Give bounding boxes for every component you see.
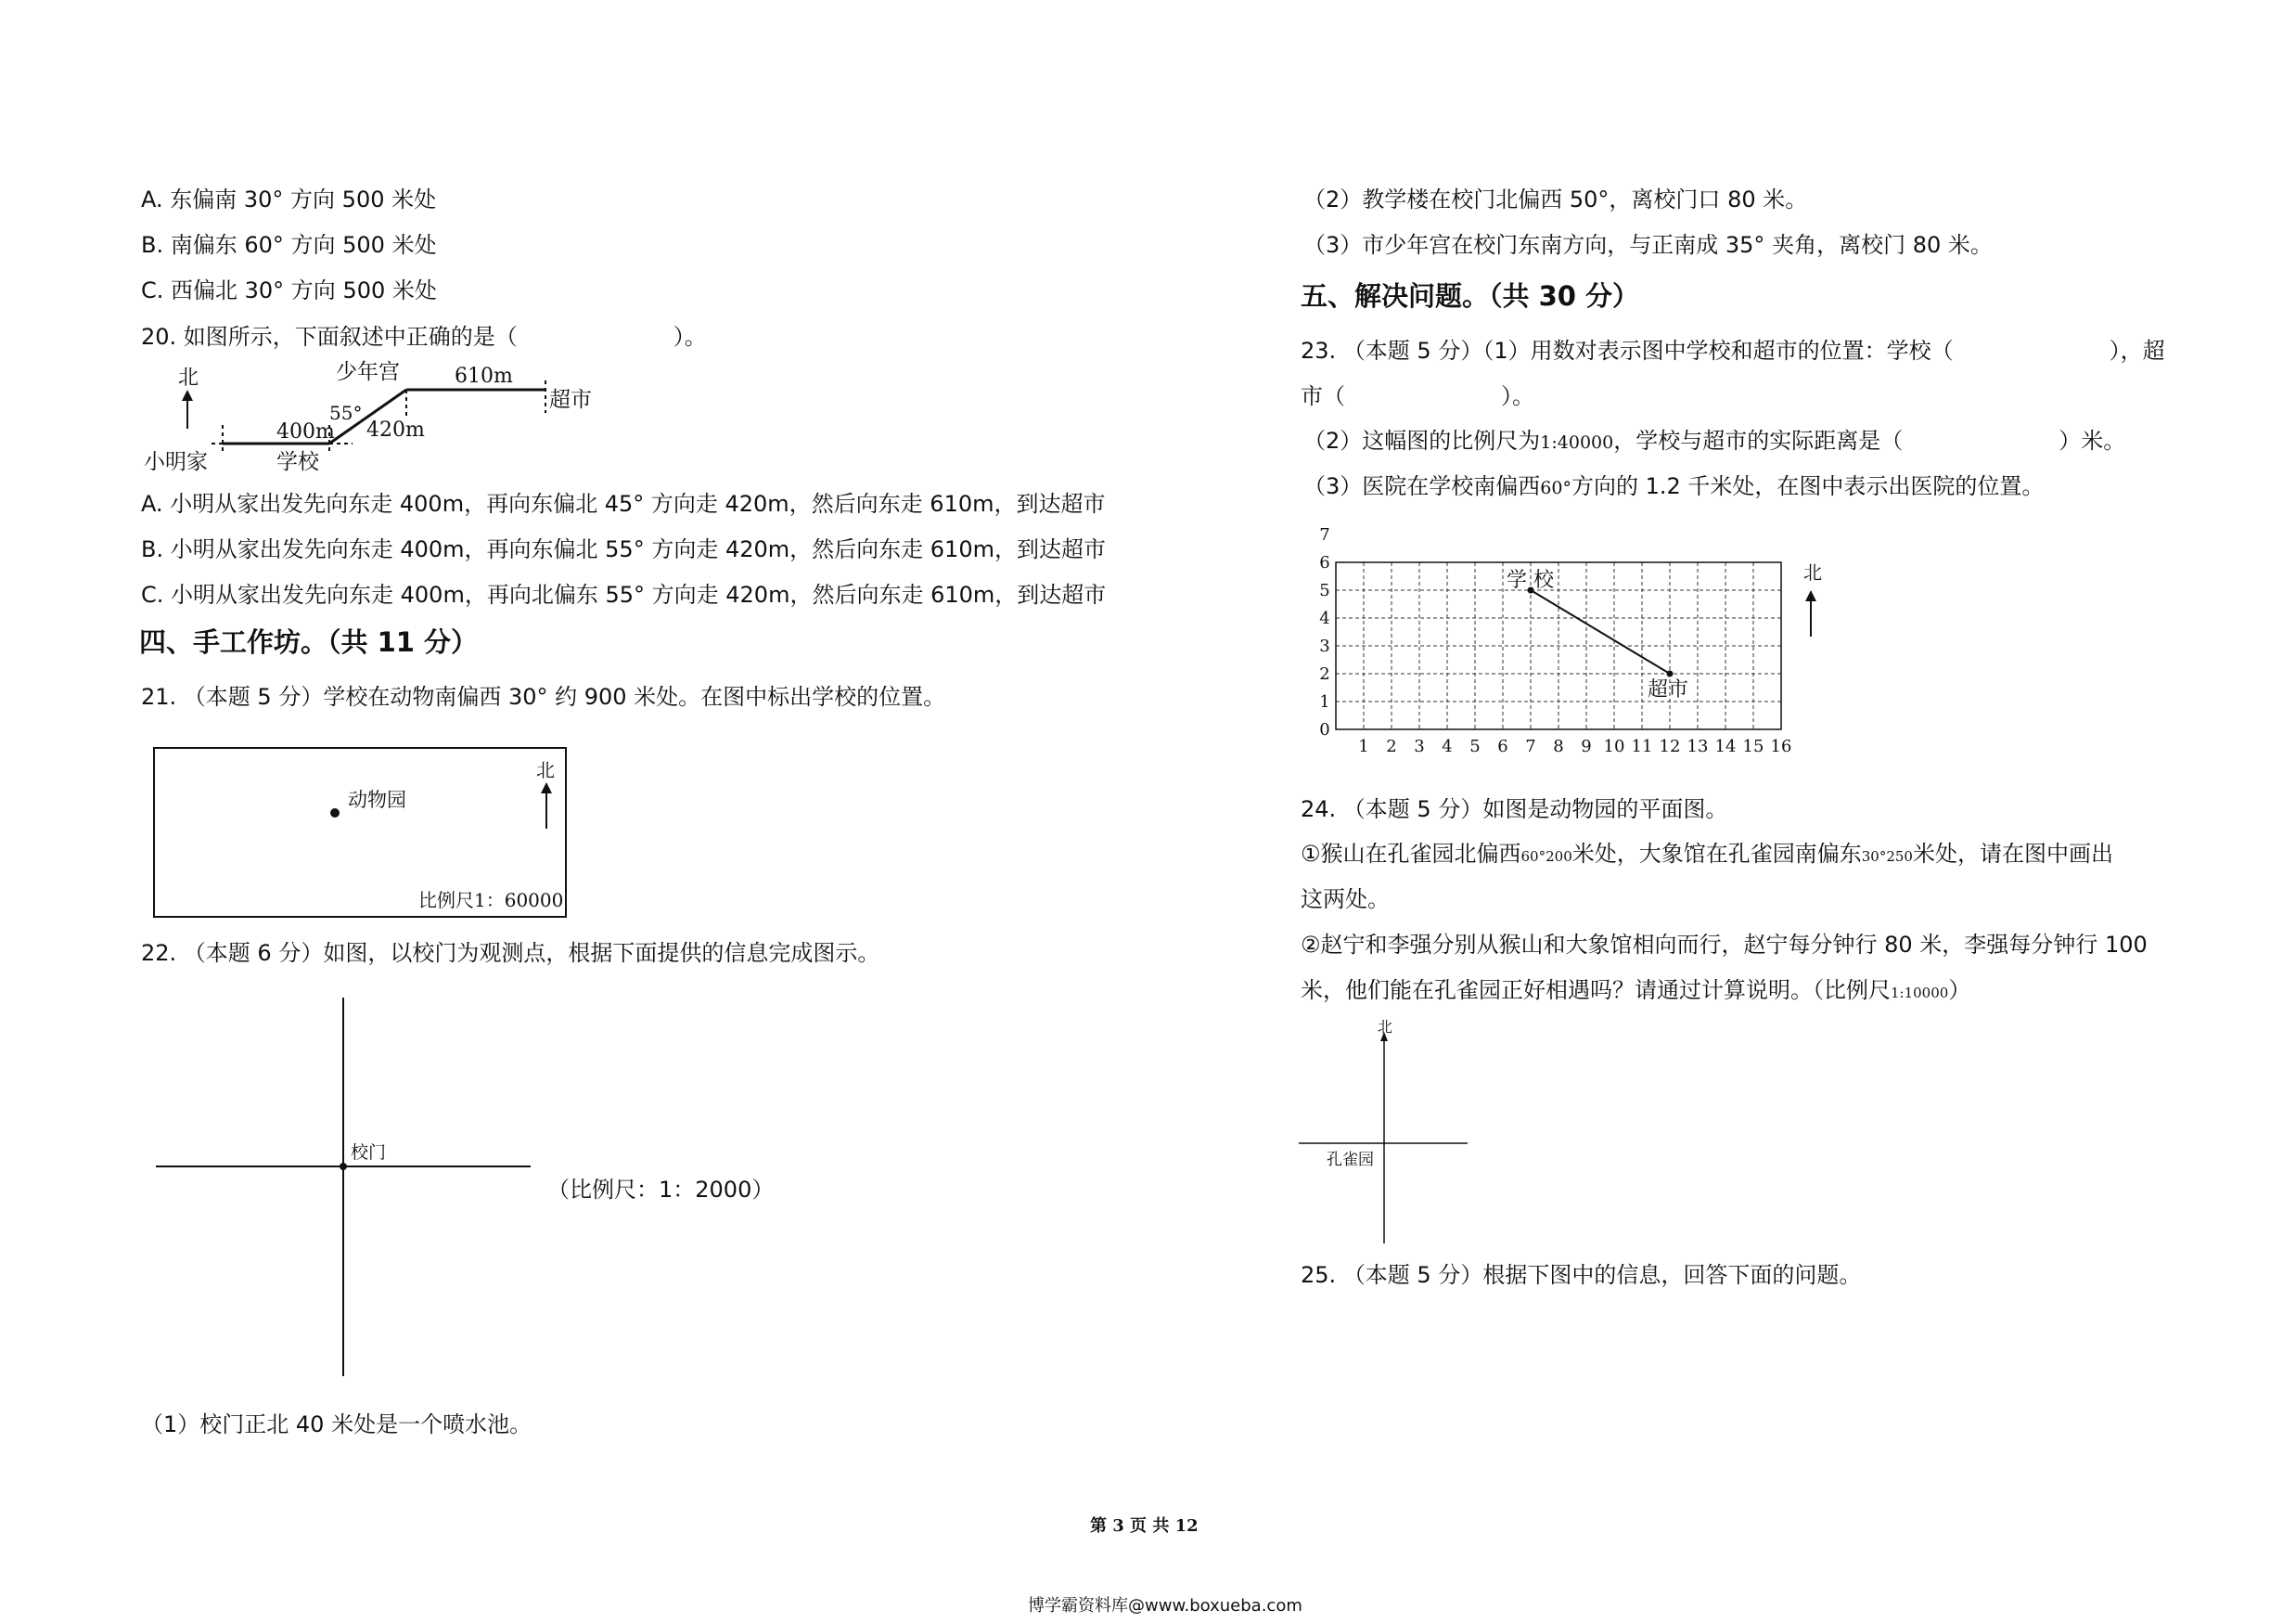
q22-item-2: （2）教学楼在校门北偏西 50°，离校门口 80 米。: [1303, 187, 1808, 213]
q24-line-2: ①猴山在孔雀园北偏西60°200米处，大象馆在孔雀园南偏东30°250米处，请在图中画出: [1301, 841, 2113, 867]
x-tick-label: 14: [1714, 737, 1737, 756]
label-420m: 420m: [366, 419, 425, 442]
y-tick-label: 1: [1319, 692, 1330, 712]
q24-north-label: 北: [1378, 1018, 1393, 1036]
x-tick-label: 7: [1525, 737, 1536, 756]
gate-point: [340, 1163, 347, 1170]
label-400m: 400m: [276, 420, 335, 444]
north-arrow-icon: [182, 390, 193, 401]
north-arrow-icon: [541, 782, 552, 793]
q25-stem: 25. （本题 5 分）根据下图中的信息，回答下面的问题。: [1301, 1262, 1862, 1288]
supermarket-point: [1667, 671, 1674, 677]
q24-axes: [1299, 1018, 1484, 1253]
label-angle: 55°: [329, 402, 363, 424]
q23-line-1: 23. （本题 5 分）（1）用数对表示图中学校和超市的位置：学校（ ），超: [1301, 338, 2165, 364]
q20-option-b: B. 小明从家出发先向东走 400m，再向东偏北 55° 方向走 420m，然后向东走 610m，到达超市: [141, 536, 1106, 562]
q21-stem: 21. （本题 5 分）学校在动物南偏西 30° 约 900 米处。在图中标出学校的位置。: [141, 684, 946, 710]
y-tick-label: 5: [1319, 581, 1330, 600]
x-tick-label: 5: [1469, 737, 1481, 756]
q19-option-c: C. 西偏北 30° 方向 500 米处: [141, 277, 437, 303]
q22-axes: [153, 998, 543, 1378]
gate-label: 校门: [351, 1142, 387, 1163]
y-tick-label: 0: [1319, 720, 1330, 740]
y-tick-label: 3: [1319, 637, 1330, 656]
north-label: 北: [1803, 561, 1822, 584]
q24-line-5: 米，他们能在孔雀园正好相遇吗？请通过计算说明。（比例尺1:10000）: [1301, 977, 1971, 1003]
label-home: 小明家: [144, 450, 208, 474]
q20-option-c: C. 小明从家出发先向东走 400m，再向北偏东 55° 方向走 420m，然后向东走 610m，到达超市: [141, 582, 1107, 608]
q21-scale: 比例尺1：60000: [418, 889, 564, 911]
q22-scale: （比例尺：1：2000）: [547, 1177, 775, 1203]
q24-line-1: 24. （本题 5 分）如图是动物园的平面图。: [1301, 796, 1728, 822]
q23-line-4: （3）医院在学校南偏西60°方向的 1.2 千米处，在图中表示出医院的位置。: [1303, 473, 2045, 499]
q21-map-box: [153, 747, 571, 919]
y-tick-label: 2: [1319, 664, 1330, 684]
label-school: 学校: [276, 450, 319, 474]
q22-item-1: （1）校门正北 40 米处是一个喷水池。: [141, 1411, 532, 1437]
q23-line-3: （2）这幅图的比例尺为1:40000，学校与超市的实际距离是（ ）米。: [1303, 428, 2126, 454]
school-supermarket-line: [1531, 590, 1670, 674]
x-tick-label: 8: [1553, 737, 1564, 756]
x-tick-label: 11: [1631, 737, 1653, 756]
x-tick-label: 1: [1358, 737, 1369, 756]
section-5-title: 五、解决问题。（共 30 分）: [1301, 280, 1640, 312]
q19-option-b: B. 南偏东 60° 方向 500 米处: [141, 232, 437, 258]
peacock-label: 孔雀园: [1327, 1151, 1374, 1169]
q24-monkey-value: 60°200: [1520, 848, 1572, 865]
q19-option-a: A. 东偏南 30° 方向 500 米处: [141, 187, 437, 213]
q20-stem: 20. 如图所示，下面叙述中正确的是（ ）。: [141, 324, 707, 350]
x-tick-label: 2: [1386, 737, 1397, 756]
x-tick-label: 10: [1603, 737, 1625, 756]
x-tick-label: 12: [1659, 737, 1681, 756]
zoo-label: 动物园: [348, 789, 406, 811]
watermark: 博学霸资料库@www.boxueba.com: [1028, 1596, 1302, 1616]
q22-stem: 22. （本题 6 分）如图，以校门为观测点，根据下面提供的信息完成图示。: [141, 940, 880, 966]
q23-grid-map: [1299, 525, 1822, 770]
q21-north-label: 北: [536, 759, 555, 781]
x-tick-label: 13: [1687, 737, 1709, 756]
x-tick-label: 16: [1770, 737, 1792, 756]
north-arrow-icon: [1805, 590, 1816, 601]
page-number: 第 3 页 共 12: [1090, 1516, 1199, 1536]
q20-option-a: A. 小明从家出发先向东走 400m，再向东偏北 45° 方向走 420m，然后向东走 610m，到达超市: [141, 491, 1106, 517]
x-tick-label: 3: [1414, 737, 1425, 756]
x-tick-label: 4: [1442, 737, 1453, 756]
q20-north-label: 北: [178, 367, 199, 390]
school-label: 学 校: [1507, 569, 1554, 592]
zoo-point: [330, 808, 340, 818]
q20-route-figure: [139, 362, 622, 483]
supermarket-label: 超市: [1648, 678, 1689, 702]
q23-angle: 60°: [1540, 478, 1571, 498]
q24-line-3: 这两处。: [1301, 886, 1390, 912]
q23-scale: 1:40000: [1540, 432, 1614, 453]
q22-item-3: （3）市少年宫在校门东南方向，与正南成 35° 夹角，离校门 80 米。: [1303, 232, 1993, 258]
y-tick-label: 4: [1319, 609, 1330, 628]
label-610m: 610m: [455, 365, 513, 388]
x-tick-label: 6: [1497, 737, 1508, 756]
x-tick-label: 15: [1742, 737, 1764, 756]
y-tick-label: 6: [1319, 553, 1330, 573]
q24-scale: 1:10000: [1891, 985, 1949, 1001]
x-tick-label: 9: [1581, 737, 1592, 756]
y-tick-label: 7: [1319, 525, 1330, 545]
label-supermarket: 超市: [549, 388, 592, 412]
q24-line-4: ②赵宁和李强分别从猴山和大象馆相向而行，赵宁每分钟行 80 米，李强每分钟行 100: [1301, 932, 2148, 958]
q24-elephant-value: 30°250: [1861, 848, 1913, 865]
label-youth-palace: 少年宫: [336, 360, 400, 384]
q23-line-2: 市（ ）。: [1301, 383, 1534, 409]
section-4-title: 四、手工作坊。（共 11 分）: [139, 626, 479, 658]
